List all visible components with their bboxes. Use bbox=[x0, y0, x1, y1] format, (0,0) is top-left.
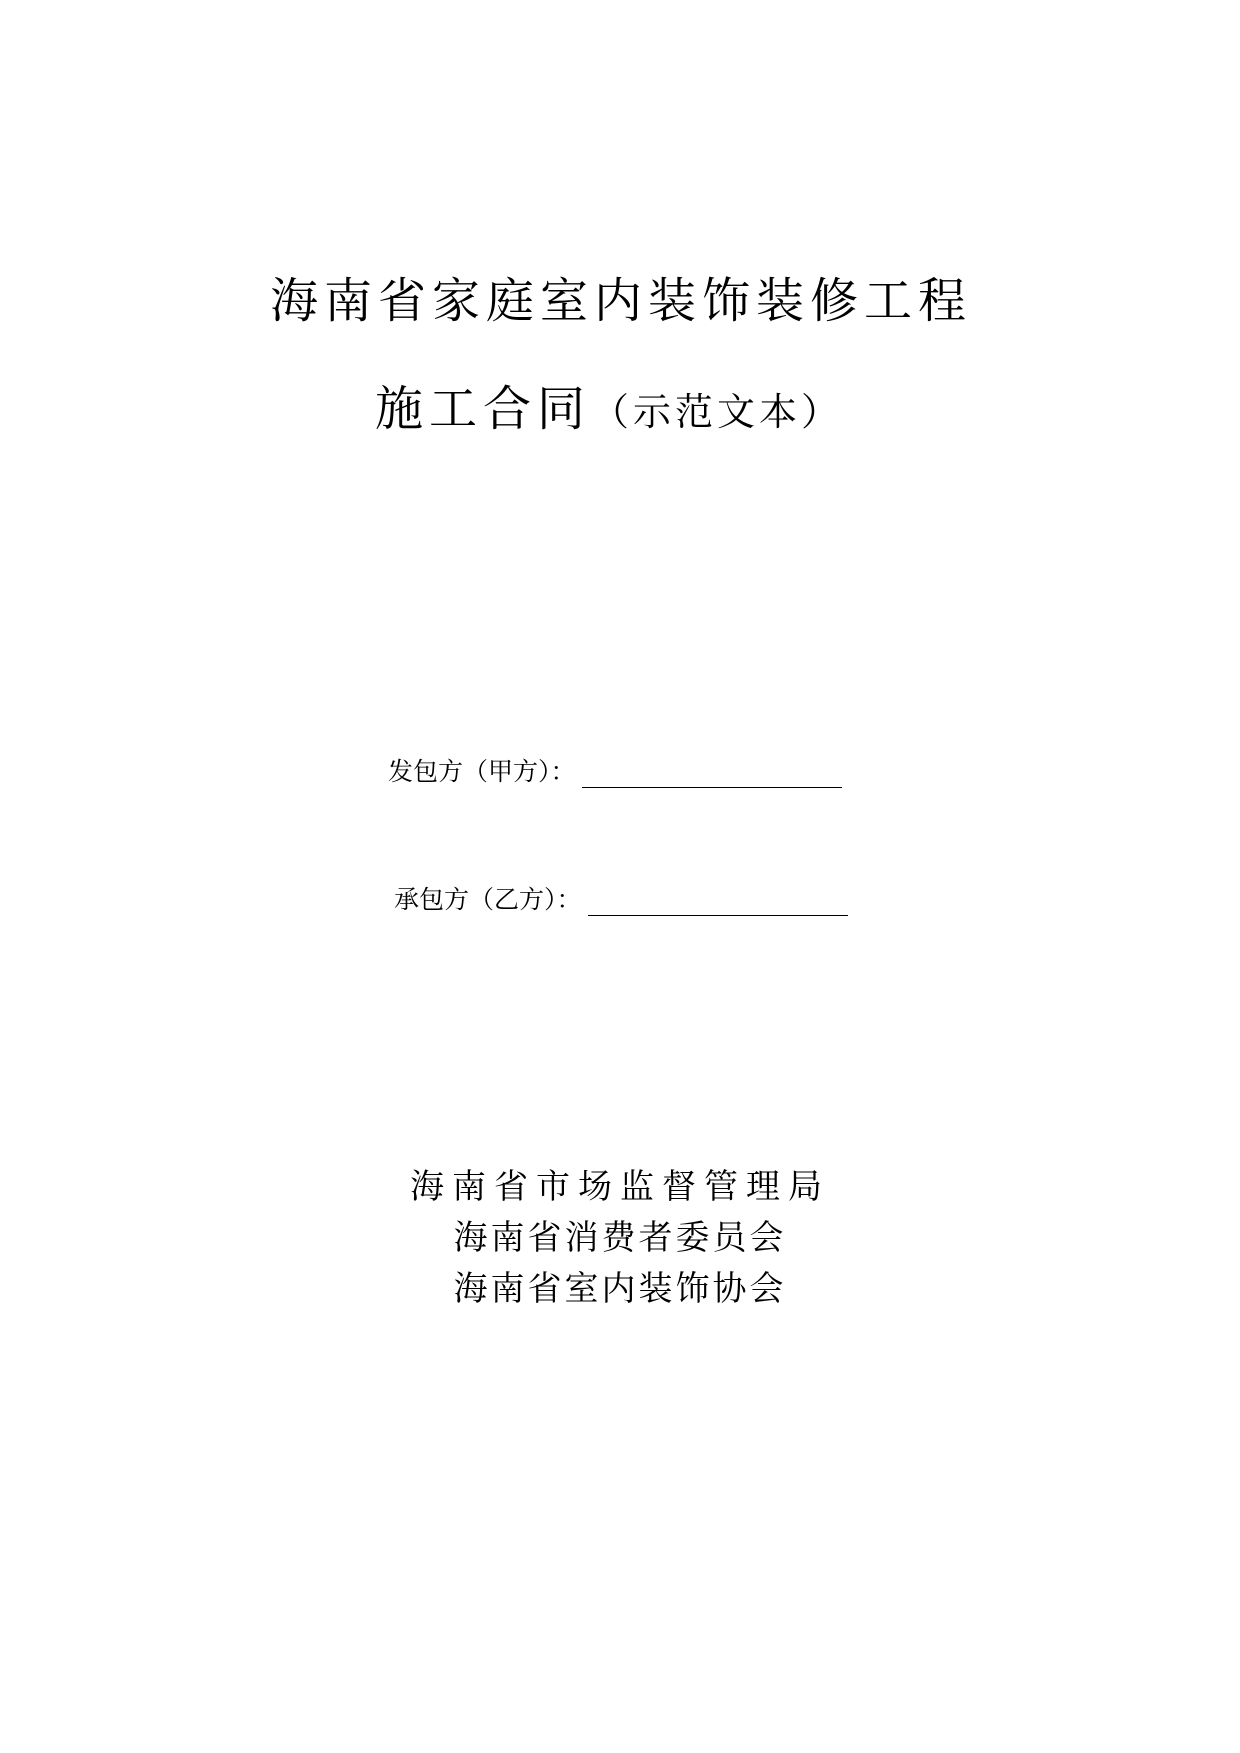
issuer-consumer-council: 海南省消费者委员会 bbox=[453, 1218, 787, 1258]
issuer-decoration-association: 海南省室内装饰协会 bbox=[453, 1269, 787, 1309]
party-a-row bbox=[388, 752, 842, 788]
party-a-label: 发包方（甲方）： bbox=[388, 757, 576, 786]
party-b-label: 承包方（乙方）： bbox=[394, 885, 582, 914]
contract-title-main: 施工合同 bbox=[375, 381, 592, 437]
party-b-row bbox=[394, 880, 848, 916]
contract-title-line-2 bbox=[375, 370, 843, 439]
issuer-market-supervision: 海南省市场监督管理局 bbox=[410, 1167, 830, 1207]
party-a-blank bbox=[582, 765, 842, 788]
contract-title-line-1: 海南省家庭室内装饰装修工程 bbox=[270, 273, 973, 329]
party-b-blank bbox=[588, 893, 848, 916]
issuing-organizations bbox=[0, 1162, 1240, 1315]
contract-title-subtitle: （示范文本） bbox=[591, 390, 844, 434]
